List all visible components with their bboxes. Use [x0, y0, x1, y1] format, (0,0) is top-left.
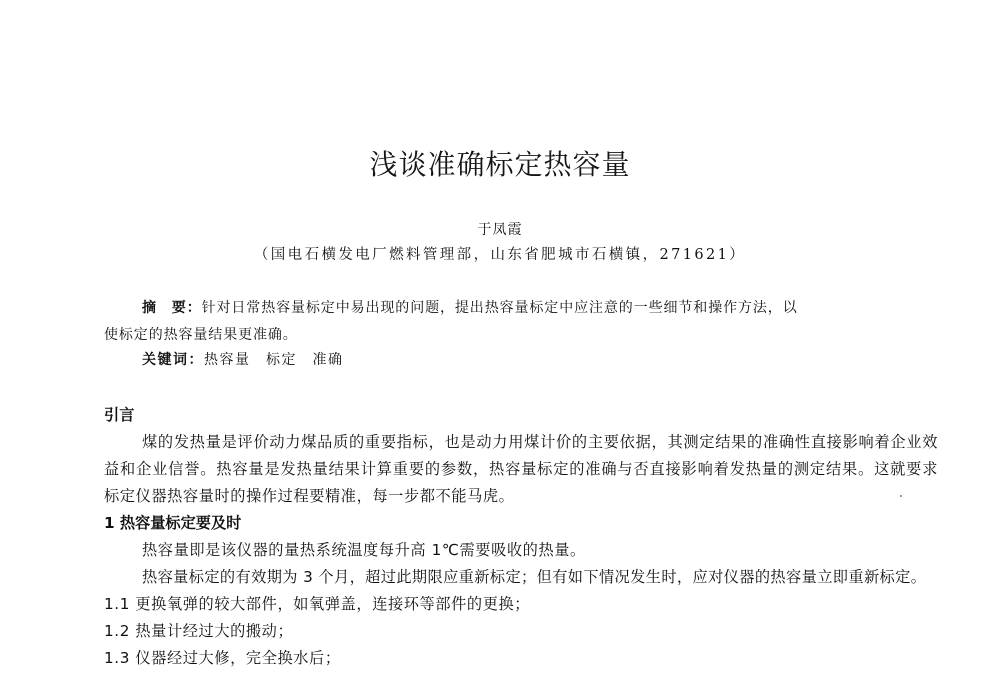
section-1-item: 1.3 仪器经过大修，完全换水后； [104, 649, 341, 667]
section-1-para-2: 热容量标定的有效期为 3 个月，超过此期限应重新标定；但有如下情况发生时，应对仪器的热容量立即重新标定。 [142, 568, 927, 586]
keywords-label: 关键词： [142, 352, 204, 368]
author-name: 于凤霞 [477, 222, 523, 238]
intro-heading: 引言 [104, 406, 135, 424]
keywords [142, 349, 344, 369]
paper-title: 浅谈准确标定热容量 [369, 148, 631, 181]
paper-body [104, 402, 938, 672]
scan-speck [900, 495, 902, 497]
section-1-para-1: 热容量即是该仪器的量热系统温度每升高 1℃需要吸收的热量。 [142, 541, 586, 559]
section-1-heading: 1 热容量标定要及时 [104, 514, 242, 532]
abstract-label: 摘 要： [142, 300, 202, 316]
author-affiliation: （国电石横发电厂燃料管理部，山东省肥城市石横镇，271621） [253, 247, 747, 263]
abstract-line-2: 使标定的热容量结果更准确。 [104, 327, 298, 343]
intro-paragraph: 煤的发热量是评价动力煤品质的重要指标，也是动力用煤计价的主要依据，其测定结果的准确性直接影响着企业效益和企业信誉。热容量是发热量结果计算重要的参数，热容量标定的准确与否直接影响着发热量的测定结果。这就要求标定仪器热容量时的操作过程要精准，每一步都不能马虎。 [104, 433, 938, 505]
keywords-text: 热容量 标定 准确 [204, 352, 344, 368]
section-1-item: 1.1 更换氧弹的较大部件，如氧弹盖，连接环等部件的更换； [104, 595, 531, 613]
abstract-line-1 [104, 295, 930, 322]
abstract-text-1: 针对日常热容量标定中易出现的问题，提出热容量标定中应注意的一些细节和操作方法，以 [201, 300, 798, 316]
abstract [104, 295, 930, 349]
section-1-item: 1.2 热量计经过大的搬动； [104, 622, 294, 640]
